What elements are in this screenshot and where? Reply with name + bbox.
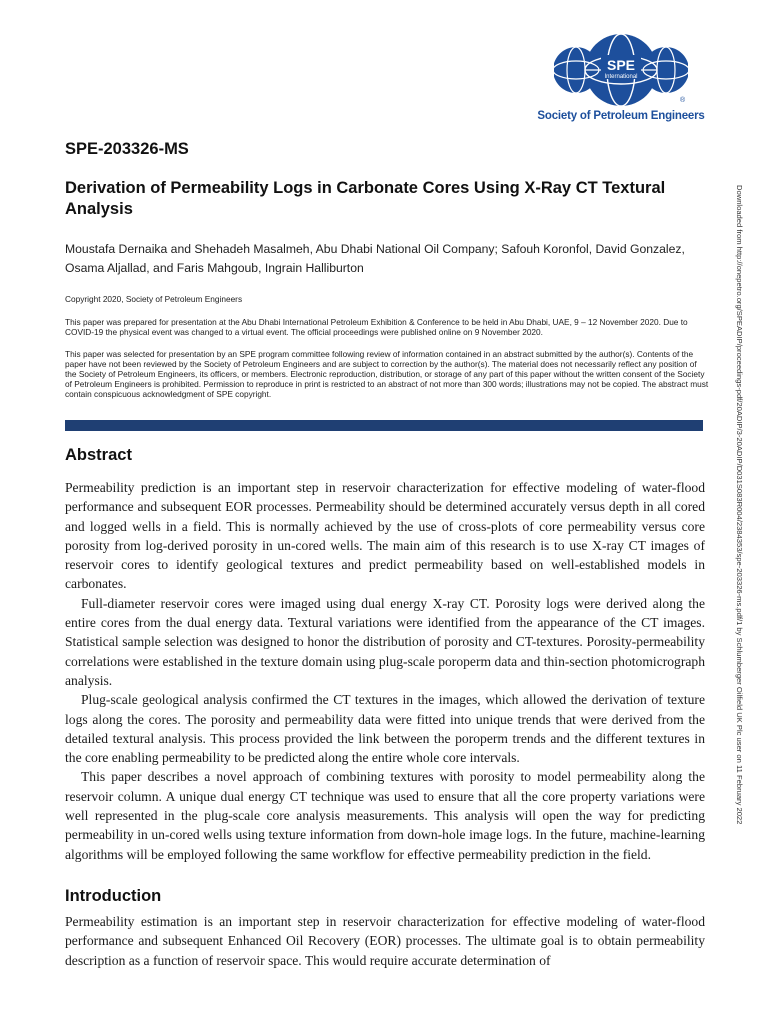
selection-notice: This paper was selected for presentation by an SPE program committee following review of information contained in an abstract submitted by the author(s). Contents of the paper have not been reviewed by the Society of Petroleum Engineers and are subject to correction by the author(s). The material does not necessarily reflect any position of the Society of Petroleum Engineers, its officers, or members. Electronic reproduction, distribution, or storage of any part of this paper without the written consent of the Society of Petroleum Engineers is prohibited. Permission to reproduce in print is restricted to an abstract of not more than 300 words; illustrations may not be copied. The abstract must contain conspicuous acknowledgment of SPE copyright.	[65, 349, 709, 399]
copyright-notice: Copyright 2020, Society of Petroleum Engineers	[65, 294, 243, 304]
svg-text:SPE: SPE	[606, 57, 636, 73]
introduction-heading: Introduction	[65, 887, 162, 905]
svg-text:®: ®	[680, 97, 686, 104]
paper-id: SPE-203326-MS	[65, 140, 189, 158]
download-notice-text: Downloaded from http://onepetro.org/SPEADIP/proceedings-pdf/20ADIP/3-20ADIP/D031S083R004/2384353/spe-203326-ms.pdf/1 by Schlumberger Oilfield UK Plc user on 11 February 2022	[735, 185, 744, 825]
logo-caption: Society of Petroleum Engineers	[537, 110, 705, 122]
abstract-paragraph: Full-diameter reservoir cores were imaged using dual energy X-ray CT. Porosity logs were derived along the entire cores from the dual energy data. Textural variations were identified from the appearance of the CT images. Statistical sample selection was designed to honor the distribution of porosity and CT-textures. Porosity-permeability correlations were established in the texture domain using plug-scale poroperm data and thin-section photomicrograph analysis.	[65, 595, 705, 688]
paper-title: Derivation of Permeability Logs in Carbonate Cores Using X-Ray CT Textural Analysis	[65, 179, 666, 218]
download-watermark	[732, 185, 750, 845]
section-divider	[65, 420, 703, 431]
abstract-paragraph: Plug-scale geological analysis confirmed the CT textures in the images, which allowed the derivation of texture logs along the cores. The porosity and permeability data were fitted into unique trends that were derived from the detailed textural analysis. This process provided the link between the poroperm trends and the different textures in the core enabling permeability to be predicted along the entire whole core intervals.	[65, 692, 705, 766]
presentation-notice: This paper was prepared for presentation at the Abu Dhabi International Petroleum Exhibition & Conference to be held in Abu Dhabi, UAE, 9 – 12 November 2020. Due to COVID-19 the physical event was changed to a virtual event. The official proceedings were published online on 9 November 2020.	[65, 317, 688, 337]
introduction-body	[65, 912, 705, 970]
authors: Moustafa Dernaika and Shehadeh Masalmeh, Abu Dhabi National Oil Company; Safouh Koronfol, David Gonzalez, Osama Aljallad, and Faris Mahgoub, Ingrain Halliburton	[65, 242, 685, 275]
abstract-paragraph: This paper describes a novel approach of combining textures with porosity to model permeability along the reservoir column. A unique dual energy CT technique was used to ensure that all the core property variations were well represented in the plug-scale core analysis measurements. This analysis will open the way for predicting permeability in un-cored wells using texture information from down-hole image logs. In the future, machine-learning algorithms will be employed following the same workflow for effective permeability prediction in the field.	[65, 769, 705, 862]
spe-globe-icon	[554, 30, 688, 110]
svg-text:International: International	[604, 74, 638, 80]
abstract-paragraph: Permeability prediction is an important step in reservoir characterization for effective modeling of water-flood performance and subsequent EOR processes. Permeability should be determined accurately versus depth in all cored and logged wells in a field. This is normally achieved by the use of cross-plots of core permeability versus core porosity from log-derived porosity in un-cored wells. The main aim of this research is to use X-ray CT images of reservoir cores to identify geological textures and predict permeability based on well-established models in carbonates.	[65, 480, 705, 592]
abstract-body	[65, 478, 705, 864]
abstract-heading: Abstract	[65, 446, 132, 464]
spe-logo	[536, 30, 706, 126]
introduction-paragraph: Permeability estimation is an important step in reservoir characterization for effective modeling of water-flood performance and subsequent Enhanced Oil Recovery (EOR) processes. The ultimate goal is to obtain permeability description as a function of reservoir space. This would require accurate determination of	[65, 914, 705, 968]
